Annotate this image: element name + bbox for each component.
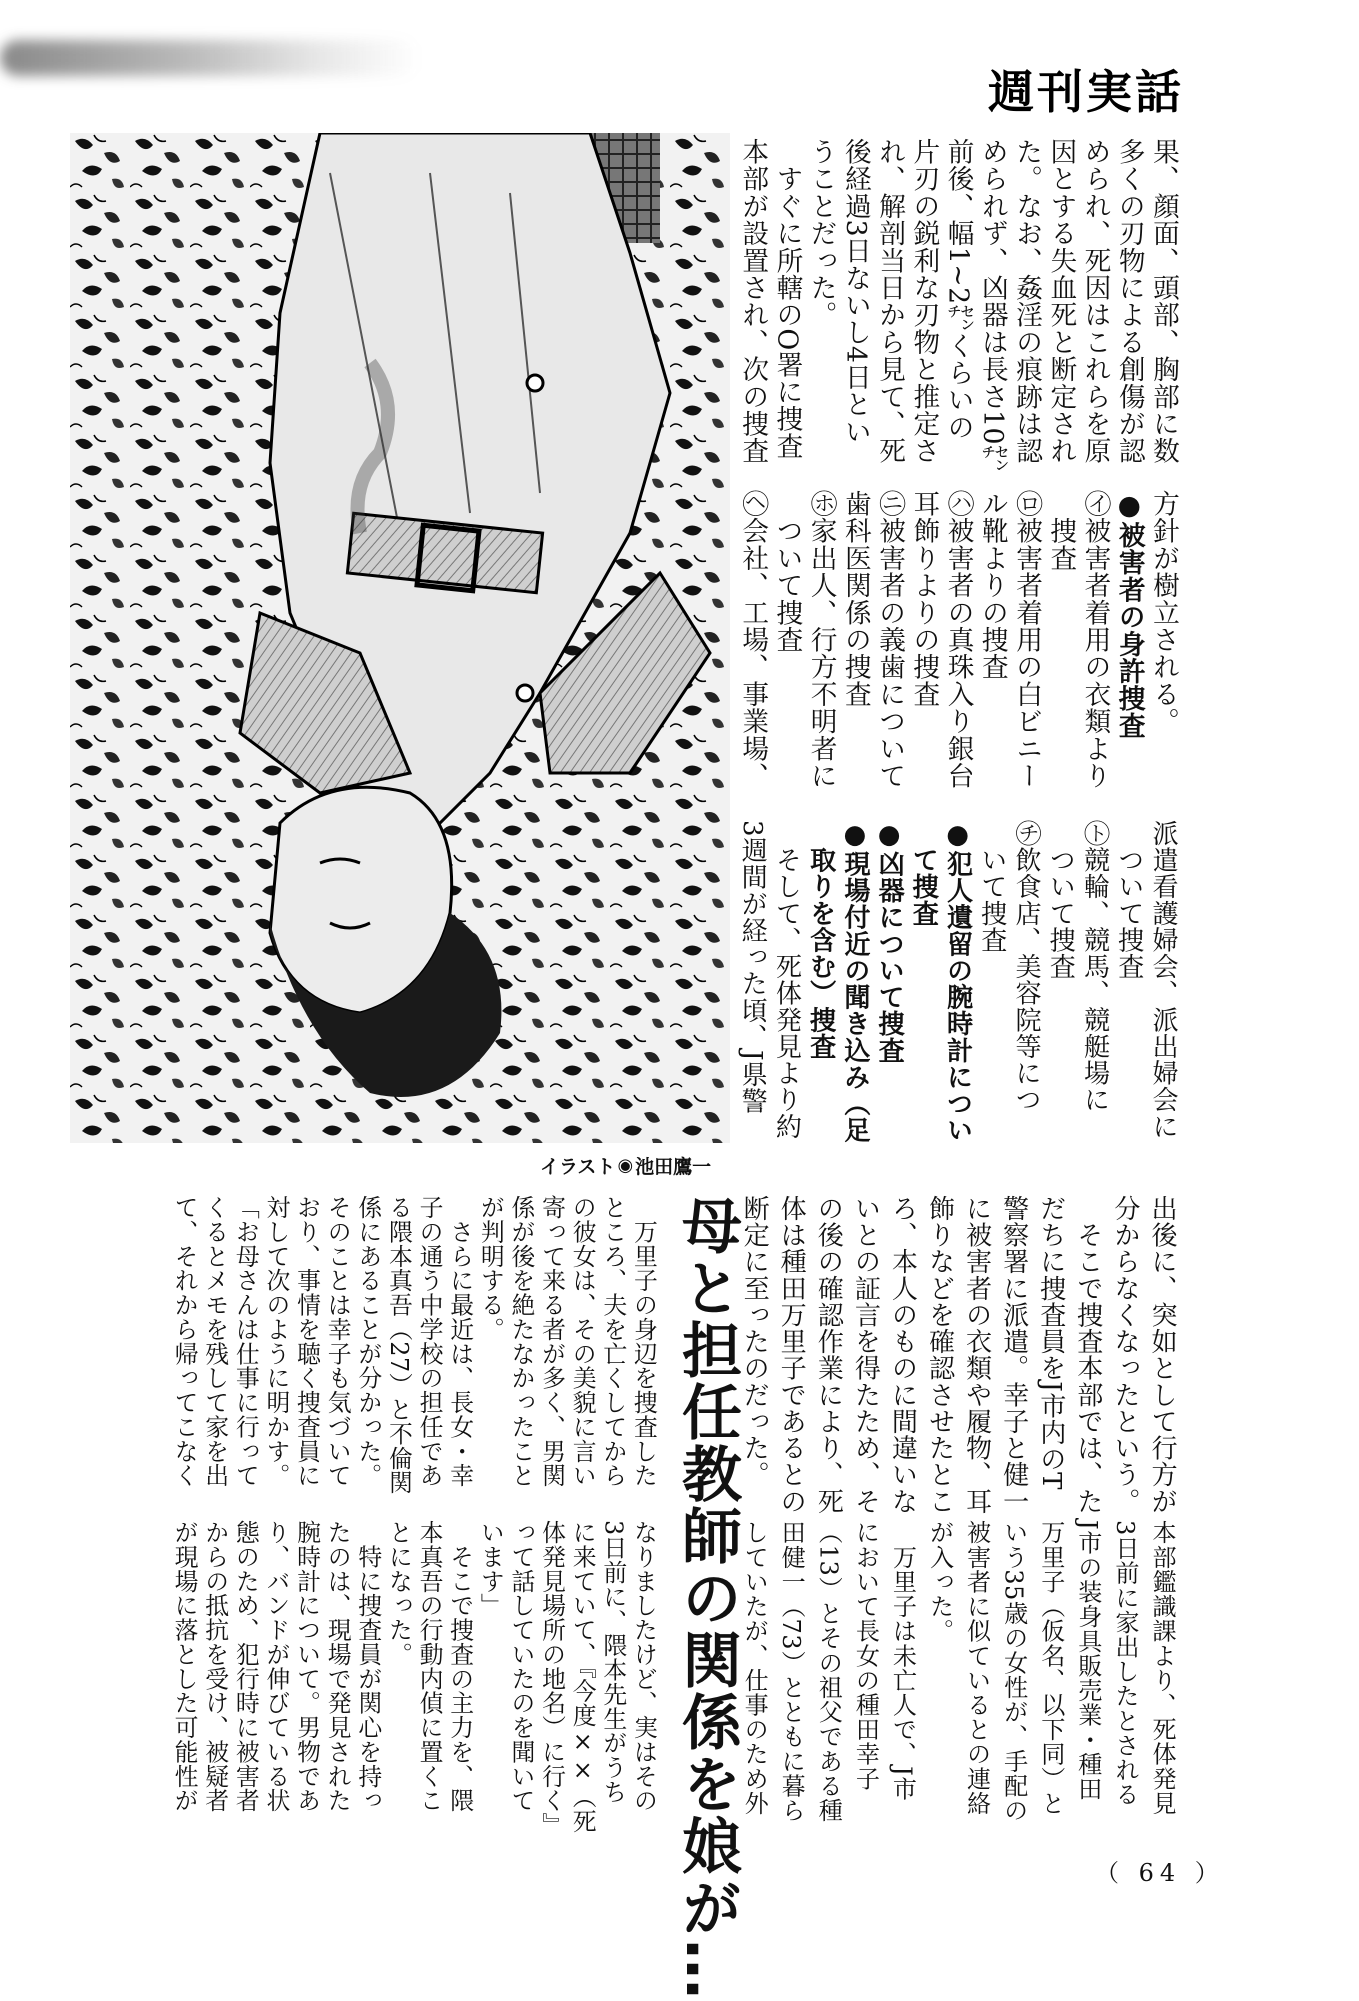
article-line: た。なお、姦淫の痕跡は認 bbox=[1011, 138, 1043, 465]
article-line: 果、顔面、頭部、胸部に数 bbox=[1148, 138, 1179, 465]
article-line: り、バンドが伸びている状 bbox=[262, 1520, 291, 1813]
credit-mark: ◉ bbox=[617, 1155, 634, 1176]
article-line: 派遣看護婦会、派出婦会に bbox=[1148, 820, 1178, 1140]
page-number: （ 64 ） bbox=[1095, 1859, 1225, 1887]
article-line: 多くの刃物による創傷が認 bbox=[1113, 138, 1145, 465]
article-line: ●現場付近の聞き込み（足 bbox=[839, 820, 870, 1144]
credit-label: イラスト bbox=[540, 1156, 616, 1178]
article-line: ㋬会社、工場、事業場、 bbox=[737, 490, 769, 790]
article-column-lower-middle-left bbox=[169, 1195, 659, 1525]
article-line: 分からなくなったという。 bbox=[1109, 1195, 1140, 1515]
article-line: います」 bbox=[476, 1520, 505, 1618]
article-line: 3日前に、隈本先生がうち bbox=[599, 1520, 628, 1804]
article-line: いとの証言を得たため、そ bbox=[850, 1195, 881, 1515]
article-line: ろ、本人のものに間違いな bbox=[887, 1195, 918, 1515]
article-line: 対して次のように明かす。 bbox=[262, 1195, 291, 1488]
article-line: ついて捜査 bbox=[771, 490, 803, 654]
article-line: ところ、夫を亡くしてから bbox=[599, 1195, 628, 1488]
article-line: 片刃の鋭利な刃物と推定さ bbox=[908, 138, 940, 465]
article-line: おり、事情を聴く捜査員に bbox=[293, 1195, 322, 1488]
scan-smudge bbox=[0, 40, 420, 76]
article-line: 断定に至ったのだった。 bbox=[739, 1195, 770, 1488]
article-line: ㋭家出人、行方不明者に bbox=[805, 490, 837, 790]
article-line: が入った。 bbox=[925, 1520, 954, 1644]
article-line: （13）とその祖父である種 bbox=[814, 1520, 843, 1823]
article-headline: 母と担任教師の関係を娘が… bbox=[672, 1195, 742, 2001]
article-column-middle-left bbox=[735, 820, 1180, 1150]
article-line: ●犯人遺留の腕時計につい bbox=[942, 820, 973, 1144]
article-line: ㋑被害者着用の衣類より bbox=[1079, 490, 1111, 790]
article-line: って話していたのを聞いて bbox=[507, 1520, 536, 1813]
article-line: 本部が設置され、次の捜査 bbox=[737, 138, 769, 465]
article-line: ●被害者の身許捜査 bbox=[1113, 490, 1145, 740]
article-line: とになった。 bbox=[385, 1520, 413, 1667]
article-line: に来ていて、『今度××（死 bbox=[568, 1520, 597, 1834]
article-line: 取りを含む）捜査 bbox=[805, 820, 836, 1060]
magazine-title: 週刊実話 bbox=[988, 65, 1184, 119]
article-line: 腕時計について。男物であ bbox=[293, 1520, 322, 1813]
article-line: の後の確認作業により、死 bbox=[813, 1195, 844, 1515]
article-line: ㋺被害者着用の白ビニー bbox=[1011, 490, 1043, 790]
article-line: 体発見場所の地名）に行く』 bbox=[538, 1520, 567, 1837]
article-line: そのことは幸子も気づいて bbox=[323, 1195, 352, 1488]
crime-scene-illustration bbox=[70, 133, 730, 1143]
article-line: ●凶器について捜査 bbox=[874, 820, 905, 1064]
article-line: 体は種田万里子であるとの bbox=[776, 1195, 807, 1515]
article-line: そこで捜査の主力を、隈 bbox=[446, 1520, 475, 1813]
article-line: が判明する。 bbox=[476, 1195, 505, 1342]
article-line: 後経過3日ないし4日とい bbox=[839, 138, 871, 445]
article-line: 万里子の身辺を捜査した bbox=[630, 1195, 658, 1488]
article-line: さらに最近は、長女・幸 bbox=[446, 1195, 475, 1488]
article-line: 被害者に似ているとの連絡 bbox=[962, 1520, 991, 1816]
article-line: 歯科医関係の捜査 bbox=[839, 490, 871, 708]
article-line: 特に捜査員が関心を持っ bbox=[354, 1520, 383, 1813]
article-line: 耳飾りよりの捜査 bbox=[908, 490, 940, 708]
article-line: くるとメモを残して家を出 bbox=[201, 1195, 230, 1488]
article-line: 係が後を絶たなかったこと bbox=[507, 1195, 536, 1488]
article-column-middle-right bbox=[735, 490, 1180, 820]
article-line: いて捜査 bbox=[976, 820, 1007, 954]
article-line: れ、解剖当日から見て、死 bbox=[874, 138, 906, 465]
article-line: ㋣競輪、競馬、競艇場に bbox=[1079, 820, 1110, 1113]
credit-name: 池田鷹一 bbox=[635, 1156, 712, 1178]
article-line: において長女の種田幸子 bbox=[851, 1520, 880, 1791]
article-line: 因とする失血死と断定され bbox=[1045, 138, 1077, 465]
article-line: 警察署に派遣。幸子と健一 bbox=[998, 1195, 1029, 1515]
article-line: 本部鑑識課より、死体発見 bbox=[1148, 1520, 1176, 1816]
article-line: J市の装身具販売業・種田 bbox=[1073, 1520, 1102, 1801]
article-column-lower-right bbox=[735, 1195, 1180, 1525]
article-line: ㋥被害者の義歯について bbox=[874, 490, 906, 790]
article-line: ついて捜査 bbox=[1113, 820, 1144, 980]
article-line: 出後に、突如として行方が bbox=[1147, 1195, 1177, 1515]
article-line: 3週間が経った頃、J県警 bbox=[737, 820, 768, 1115]
article-line: が現場に落とした可能性が bbox=[170, 1520, 199, 1813]
article-line: ル靴よりの捜査 bbox=[976, 490, 1008, 681]
article-line: の彼女は、その美貌に言い bbox=[568, 1195, 597, 1488]
article-column-lower-left bbox=[169, 1520, 659, 1850]
article-line: していたが、仕事のため外 bbox=[740, 1520, 769, 1816]
article-column-lower-middle-right bbox=[735, 1520, 1180, 1850]
article-line: すぐに所轄のO署に捜査 bbox=[771, 138, 803, 460]
article-line: そして、死体発見より約 bbox=[771, 820, 802, 1140]
article-line: められず、凶器は長さ10㌢ bbox=[976, 138, 1008, 473]
article-line: からの抵抗を受け、被疑者 bbox=[201, 1520, 230, 1813]
article-line: だちに捜査員をJ市内のT bbox=[1035, 1195, 1066, 1491]
illustration-credit bbox=[540, 1152, 711, 1179]
article-line: いう35歳の女性が、手配の bbox=[999, 1520, 1028, 1823]
article-line: 「お母さんは仕事に行って bbox=[231, 1195, 260, 1488]
article-line: なりましたけど、実はその bbox=[630, 1520, 658, 1813]
article-line: る隈本真吾（27）と不倫関 bbox=[385, 1195, 413, 1495]
article-line: 飾りなどを確認させたとこ bbox=[924, 1195, 955, 1515]
article-line: 捜査 bbox=[1045, 490, 1077, 572]
article-line: そこで捜査本部では、た bbox=[1072, 1195, 1103, 1515]
article-line: ㋠飲食店、美容院等につ bbox=[1011, 820, 1042, 1113]
article-line: 方針が樹立される。 bbox=[1148, 490, 1179, 735]
article-line: められ、死因はこれらを原 bbox=[1079, 138, 1111, 465]
article-line: 子の通う中学校の担任であ bbox=[415, 1195, 444, 1488]
article-line: 万里子（仮名、以下同）と bbox=[1036, 1520, 1065, 1816]
article-line: 万里子は未亡人で、J市 bbox=[888, 1520, 917, 1801]
article-line: て捜査 bbox=[908, 820, 939, 927]
article-line: ㋩被害者の真珠入り銀台 bbox=[942, 490, 974, 790]
article-line: 田健一（73）とともに暮ら bbox=[777, 1520, 806, 1823]
article-line: 3日前に家出したとされる bbox=[1110, 1520, 1139, 1807]
article-line: に被害者の衣類や履物、耳 bbox=[961, 1195, 992, 1515]
article-line: ついて捜査 bbox=[1045, 820, 1076, 980]
illustration-drawing bbox=[70, 133, 730, 1143]
article-line: 前後、幅1~2㌢くらいの bbox=[942, 138, 974, 441]
article-line: 本真吾の行動内偵に置くこ bbox=[415, 1520, 444, 1813]
article-line: うことだった。 bbox=[805, 138, 837, 329]
article-line: 寄って来る者が多く、男関 bbox=[538, 1195, 567, 1488]
article-line: て、それから帰ってこなく bbox=[170, 1195, 199, 1488]
article-line: たのは、現場で発見された bbox=[323, 1520, 352, 1813]
article-line: 係にあることが分かった。 bbox=[354, 1195, 383, 1488]
article-line: 態のため、犯行時に被害者 bbox=[231, 1520, 260, 1813]
